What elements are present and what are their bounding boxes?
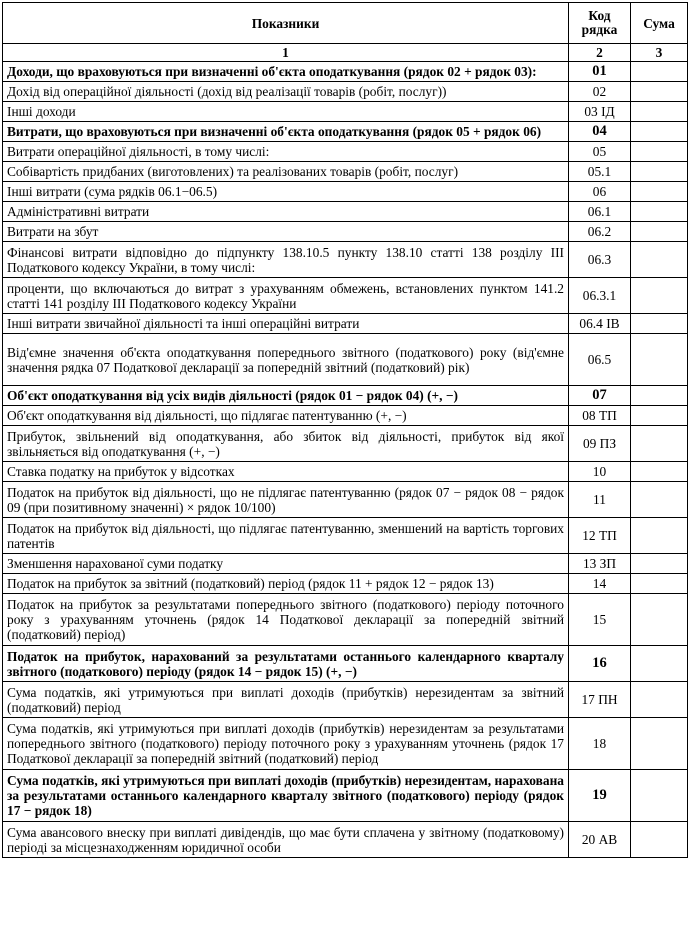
row-code: 03 ІД xyxy=(569,102,631,122)
row-sum-cell[interactable] xyxy=(631,122,688,142)
row-label: Доходи, що враховуються при визначенні об'єкта оподаткування (рядок 02 + рядок 03): xyxy=(3,62,569,82)
row-code: 06.2 xyxy=(569,222,631,242)
row-label: Податок на прибуток від діяльності, що не підлягає патентуванню (рядок 07 − рядок 08 − рядок 09 (при позитивному значенні) × рядок 10/100) xyxy=(3,482,569,518)
row-sum-cell[interactable] xyxy=(631,770,688,822)
row-code: 09 ПЗ xyxy=(569,426,631,462)
header-indicators: Показники xyxy=(3,3,569,44)
row-label: Податок на прибуток від діяльності, що підлягає патентуванню, зменшений на вартість торгових патентів xyxy=(3,518,569,554)
row-label: Дохід від операційної діяльності (дохід від реалізації товарів (робіт, послуг)) xyxy=(3,82,569,102)
row-sum-cell[interactable] xyxy=(631,102,688,122)
row-code: 06.3 xyxy=(569,242,631,278)
table-row xyxy=(3,82,688,102)
row-sum-cell[interactable] xyxy=(631,182,688,202)
row-code: 20 АВ xyxy=(569,822,631,858)
table-row xyxy=(3,182,688,202)
table-row xyxy=(3,426,688,462)
row-sum-cell[interactable] xyxy=(631,462,688,482)
row-label: Сума податків, які утримуються при виплаті доходів (прибутків) нерезидентам, нарахована за результатами останнього календарного кварталу звітного (податкового) періоду (рядок 17 − рядок 18) xyxy=(3,770,569,822)
row-sum-cell[interactable] xyxy=(631,822,688,858)
row-sum-cell[interactable] xyxy=(631,718,688,770)
table-row xyxy=(3,62,688,82)
table-row xyxy=(3,518,688,554)
row-code: 04 xyxy=(569,122,631,142)
row-label: Сума авансового внеску при виплаті дивідендів, що має бути сплачена у звітному (податковому) періоді за місцезнаходженням юридичної особи xyxy=(3,822,569,858)
table-row xyxy=(3,222,688,242)
table-row xyxy=(3,822,688,858)
table-row xyxy=(3,334,688,386)
table-row xyxy=(3,102,688,122)
column-number-3: 3 xyxy=(631,44,688,62)
row-code: 12 ТП xyxy=(569,518,631,554)
row-sum-cell[interactable] xyxy=(631,222,688,242)
row-code: 08 ТП xyxy=(569,406,631,426)
row-sum-cell[interactable] xyxy=(631,482,688,518)
table-row xyxy=(3,242,688,278)
row-sum-cell[interactable] xyxy=(631,594,688,646)
row-code: 01 xyxy=(569,62,631,82)
row-label: Податок на прибуток, нарахований за результатами останнього календарного кварталу звітного (податкового) періоду (рядок 14 − рядок 15) (+, −) xyxy=(3,646,569,682)
table-header-row xyxy=(3,3,688,44)
row-code: 02 xyxy=(569,82,631,102)
row-sum-cell[interactable] xyxy=(631,278,688,314)
header-code: Код рядка xyxy=(569,3,631,44)
row-sum-cell[interactable] xyxy=(631,406,688,426)
row-label: Об'єкт оподаткування від діяльності, що підлягає патентуванню (+, −) xyxy=(3,406,569,426)
row-code: 05.1 xyxy=(569,162,631,182)
row-code: 05 xyxy=(569,142,631,162)
row-label: Фінансові витрати відповідно до підпункту 138.10.5 пункту 138.10 статті 138 розділу III Податкового кодексу України, в тому числі: xyxy=(3,242,569,278)
row-label: Собівартість придбаних (виготовлених) та реалізованих товарів (робіт, послуг) xyxy=(3,162,569,182)
table-row xyxy=(3,482,688,518)
row-code: 18 xyxy=(569,718,631,770)
row-label: Зменшення нарахованої суми податку xyxy=(3,554,569,574)
row-code: 07 xyxy=(569,386,631,406)
table-row xyxy=(3,594,688,646)
column-number-row xyxy=(3,44,688,62)
row-label: Адміністративні витрати xyxy=(3,202,569,222)
row-sum-cell[interactable] xyxy=(631,82,688,102)
row-code: 15 xyxy=(569,594,631,646)
table-row xyxy=(3,142,688,162)
row-code: 06.3.1 xyxy=(569,278,631,314)
column-number-2: 2 xyxy=(569,44,631,62)
row-sum-cell[interactable] xyxy=(631,574,688,594)
row-sum-cell[interactable] xyxy=(631,682,688,718)
header-sum: Сума xyxy=(631,3,688,44)
table-row xyxy=(3,682,688,718)
row-label: Витрати, що враховуються при визначенні об'єкта оподаткування (рядок 05 + рядок 06) xyxy=(3,122,569,142)
row-code: 06.1 xyxy=(569,202,631,222)
row-label: Інші витрати (сума рядків 06.1−06.5) xyxy=(3,182,569,202)
row-label: Витрати операційної діяльності, в тому числі: xyxy=(3,142,569,162)
row-label: Ставка податку на прибуток у відсотках xyxy=(3,462,569,482)
table-row xyxy=(3,646,688,682)
row-sum-cell[interactable] xyxy=(631,162,688,182)
row-label: Податок на прибуток за звітний (податковий) період (рядок 11 + рядок 12 − рядок 13) xyxy=(3,574,569,594)
row-sum-cell[interactable] xyxy=(631,646,688,682)
table-row xyxy=(3,718,688,770)
table-row xyxy=(3,162,688,182)
table-body xyxy=(3,62,688,858)
row-code: 10 xyxy=(569,462,631,482)
row-label: Від'ємне значення об'єкта оподаткування попереднього звітного (податкового) року (від'ємне значення рядка 07 Податкової декларації за попередній звітний (податковий) рік) xyxy=(3,334,569,386)
row-label: Об'єкт оподаткування від усіх видів діяльності (рядок 01 − рядок 04) (+, −) xyxy=(3,386,569,406)
table-row xyxy=(3,406,688,426)
row-code: 06.5 xyxy=(569,334,631,386)
row-label: Прибуток, звільнений від оподаткування, або збиток від діяльності, прибуток від якої звільняється від оподаткування (+, −) xyxy=(3,426,569,462)
row-code: 17 ПН xyxy=(569,682,631,718)
row-label: Сума податків, які утримуються при виплаті доходів (прибутків) нерезидентам за результатами попереднього звітного (податкового) періоду поточного року з урахуванням уточнень (рядок 17 Податкової декларації за попередній звітний (податковий) період xyxy=(3,718,569,770)
row-code: 14 xyxy=(569,574,631,594)
row-code: 06.4 ІВ xyxy=(569,314,631,334)
row-sum-cell[interactable] xyxy=(631,242,688,278)
row-label: проценти, що включаються до витрат з урахуванням обмежень, встановлених пунктом 141.2 статті 141 розділу III Податкового кодексу України xyxy=(3,278,569,314)
row-label: Сума податків, які утримуються при виплаті доходів (прибутків) нерезидентам за звітний (податковий) період xyxy=(3,682,569,718)
row-sum-cell[interactable] xyxy=(631,334,688,386)
table-row xyxy=(3,462,688,482)
table-row xyxy=(3,314,688,334)
row-label: Податок на прибуток за результатами попереднього звітного (податкового) періоду поточного року з урахуванням уточнень (рядок 14 Податкової декларації за попередній звітний (податковий) період) xyxy=(3,594,569,646)
row-sum-cell[interactable] xyxy=(631,202,688,222)
table-row xyxy=(3,122,688,142)
row-sum-cell[interactable] xyxy=(631,314,688,334)
row-sum-cell[interactable] xyxy=(631,518,688,554)
row-code: 19 xyxy=(569,770,631,822)
table-row xyxy=(3,554,688,574)
row-sum-cell[interactable] xyxy=(631,554,688,574)
row-label: Інші витрати звичайної діяльності та інші операційні витрати xyxy=(3,314,569,334)
row-sum-cell[interactable] xyxy=(631,426,688,462)
row-sum-cell[interactable] xyxy=(631,62,688,82)
row-code: 13 ЗП xyxy=(569,554,631,574)
tax-declaration-table xyxy=(2,2,688,858)
row-code: 06 xyxy=(569,182,631,202)
row-sum-cell[interactable] xyxy=(631,142,688,162)
table-row xyxy=(3,770,688,822)
table-row xyxy=(3,278,688,314)
row-code: 11 xyxy=(569,482,631,518)
table-row xyxy=(3,386,688,406)
table-row xyxy=(3,574,688,594)
row-code: 16 xyxy=(569,646,631,682)
column-number-1: 1 xyxy=(3,44,569,62)
row-label: Витрати на збут xyxy=(3,222,569,242)
row-label: Інші доходи xyxy=(3,102,569,122)
row-sum-cell[interactable] xyxy=(631,386,688,406)
table-row xyxy=(3,202,688,222)
